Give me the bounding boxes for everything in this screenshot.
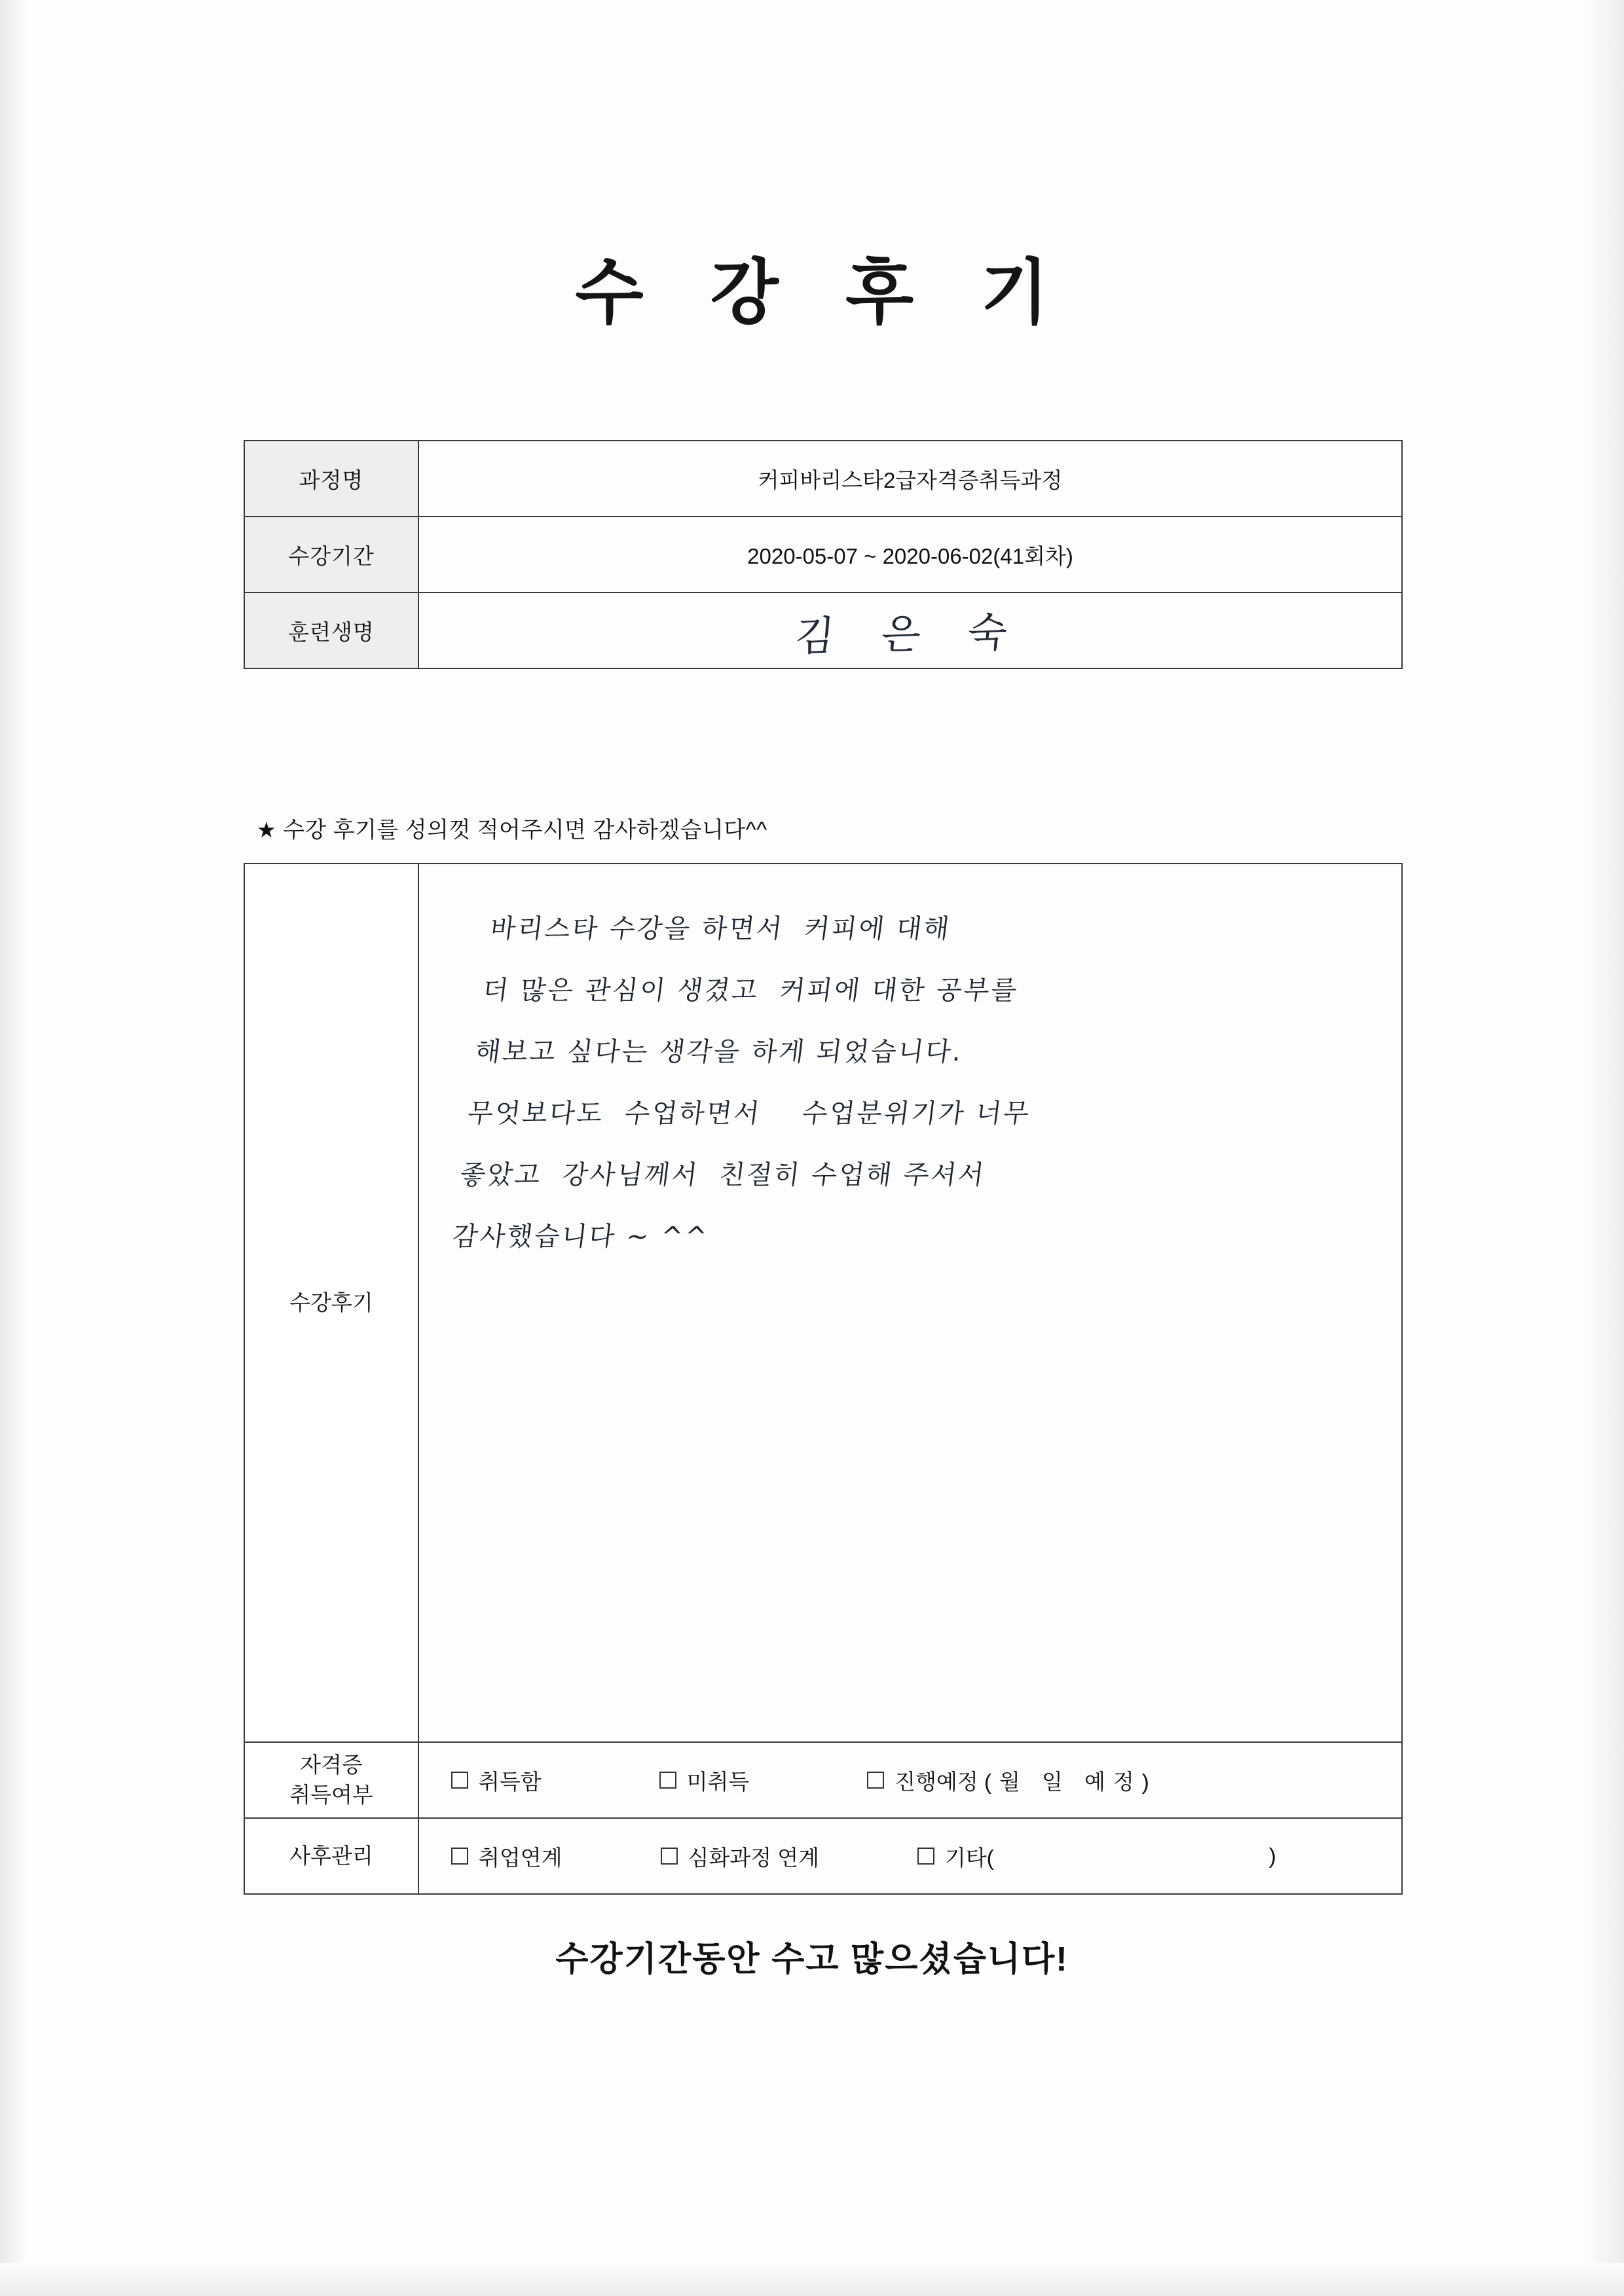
checkbox-option-advanced-course[interactable] [661,1841,819,1872]
table-row-certificate [244,1742,1402,1818]
certificate-row-label [244,1742,418,1818]
checkbox-option-job-link[interactable] [451,1841,563,1872]
table-row [244,517,1402,592]
checkbox-label-not-acquired: 미취득 [686,1769,750,1794]
checkbox-option-other[interactable] [917,1841,1284,1872]
info-value-course-name: 커피바리스타2급자격증취득과정 [418,441,1402,517]
certificate-row-label-line2: 취득여부 [289,1783,373,1807]
review-row-label: 수강후기 [244,864,418,1742]
aftercare-other-tail: ) [1268,1844,1284,1868]
checkbox-icon[interactable] [917,1848,934,1865]
checkbox-label-acquired: 취득함 [479,1769,542,1794]
star-icon: ★ [257,818,277,842]
checkbox-icon[interactable] [661,1848,678,1865]
instruction-note [257,812,767,844]
review-body-cell [418,864,1402,1742]
aftercare-options-cell [418,1818,1402,1894]
info-label-period: 수강기간 [244,517,418,592]
instruction-text: 수강 후기를 성의껏 적어주시면 감사하겠습니다^^ [283,818,767,843]
checkbox-option-in-progress[interactable] [867,1765,1157,1796]
table-row-aftercare [244,1818,1402,1894]
scan-edge-bottom [0,2263,1624,2296]
checkbox-label-advanced-course: 심화과정 연계 [688,1845,819,1870]
checkbox-label-job-link: 취업연계 [479,1845,563,1870]
info-value-trainee-name [418,592,1402,668]
aftercare-row-label: 사후관리 [244,1818,418,1894]
certificate-date-tail: 월 일 예정) [999,1769,1157,1794]
checkbox-label-in-progress: 진행예정 ( [895,1769,991,1794]
checkbox-label-other: 기타( [944,1845,994,1870]
table-row [244,592,1402,668]
handwritten-review-text: 바리스타 수강을 하면서 커피에 대해 더 많은 관심이 생겼고 커피에 대한 공부를 해보고 싶다는 생각을 하게 되었습니다. 무엇보다도 수업하면서 수업분위기가 너무 좋았고 강사님께서 친절히 수업해 주셔서 감사했습니다 ~ ^^ [451,914,1033,1252]
info-label-course-name: 과정명 [244,441,418,517]
checkbox-icon[interactable] [867,1772,884,1789]
certificate-row-label-line1: 자격증 [300,1752,363,1777]
page-title: 수 강 후 기 [575,253,1073,332]
checkbox-option-not-acquired[interactable] [659,1765,750,1796]
course-info-table [244,440,1403,669]
checkbox-icon[interactable] [659,1772,676,1789]
table-row-review [244,864,1402,1742]
aftercare-options [420,1819,1401,1893]
certificate-options-cell [418,1742,1402,1818]
info-label-trainee-name: 훈련생명 [244,592,418,668]
checkbox-icon[interactable] [451,1848,468,1865]
certificate-options [420,1743,1401,1817]
table-row [244,441,1402,517]
checkbox-option-acquired[interactable] [451,1765,542,1796]
info-value-period: 2020-05-07 ~ 2020-06-02(41회차) [418,517,1402,592]
checkbox-icon[interactable] [451,1772,468,1789]
review-table [244,863,1403,1895]
footer-note: 수강기간동안 수고 많으셨습니다! [555,1941,1069,1978]
handwritten-trainee-name: 김 은 숙 [793,607,1027,661]
